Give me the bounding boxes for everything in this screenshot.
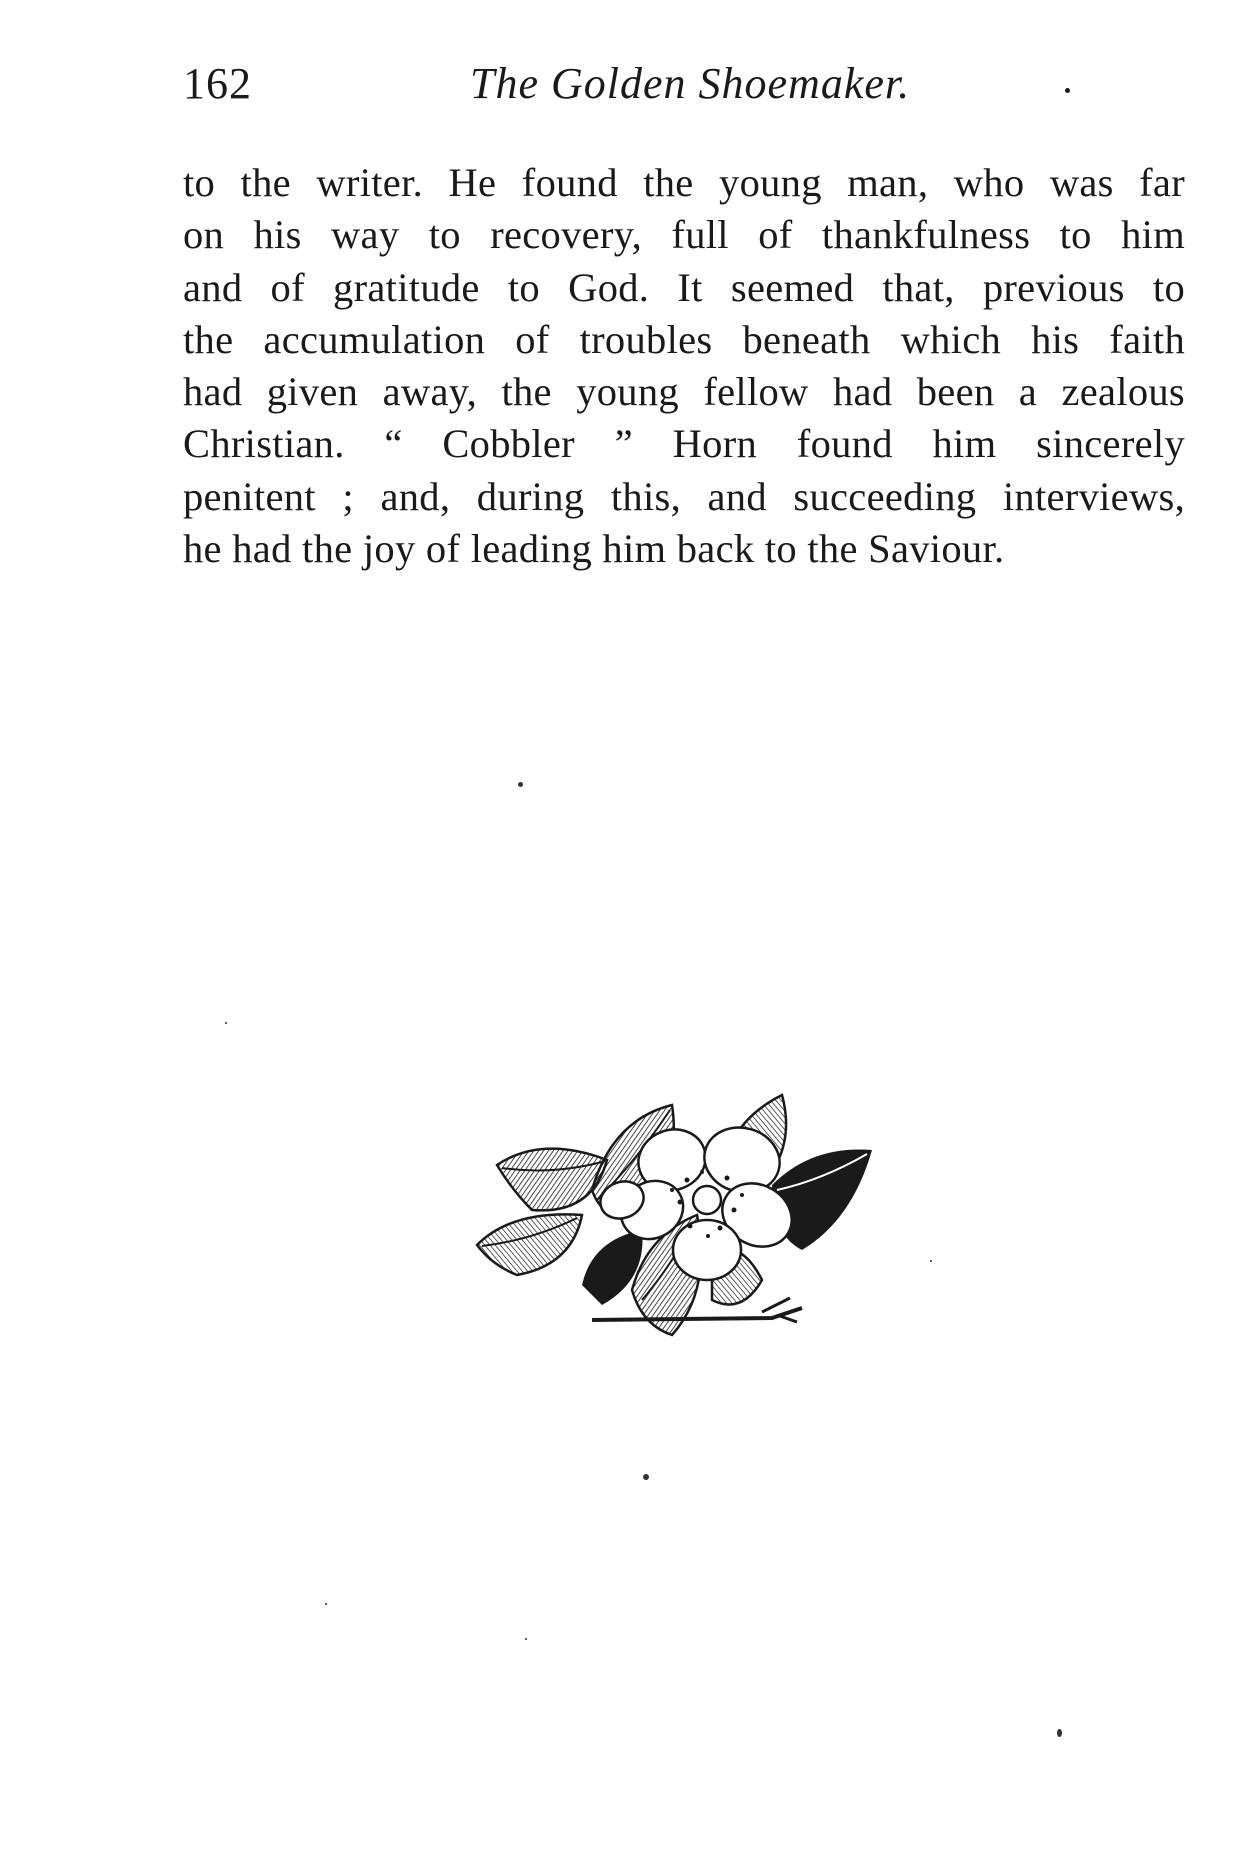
scan-speck [518, 782, 523, 787]
text-line: penitent ; and, during this, and succeeding interviews, [183, 473, 1185, 519]
text-line: the accumulation of troubles beneath which his faith [183, 316, 1185, 362]
scan-speck [525, 1638, 527, 1640]
scan-speck [1057, 1729, 1062, 1737]
scan-speck [930, 1260, 932, 1262]
text-line: Christian. “ Cobbler ” Horn found him sincerely [183, 421, 1185, 467]
page-number: 162 [183, 59, 252, 108]
text-line: to the writer. He found the young man, who was far [183, 160, 1185, 205]
text-line: he had the joy of leading him back to the Saviour. [183, 526, 1005, 572]
scan-speck [225, 1022, 227, 1024]
scan-speck [643, 1474, 649, 1480]
wild-rose-flower-icon [472, 1050, 902, 1350]
body-text [183, 157, 1185, 575]
text-line: and of gratitude to God. It seemed that, previous to [183, 264, 1185, 310]
running-title: The Golden Shoemaker. [470, 59, 911, 108]
header-dot [1065, 88, 1070, 93]
scan-speck [325, 1603, 327, 1605]
text-line: had given away, the young fellow had been a zealous [183, 369, 1185, 415]
text-line: on his way to recovery, full of thankfulness to him [183, 212, 1185, 258]
